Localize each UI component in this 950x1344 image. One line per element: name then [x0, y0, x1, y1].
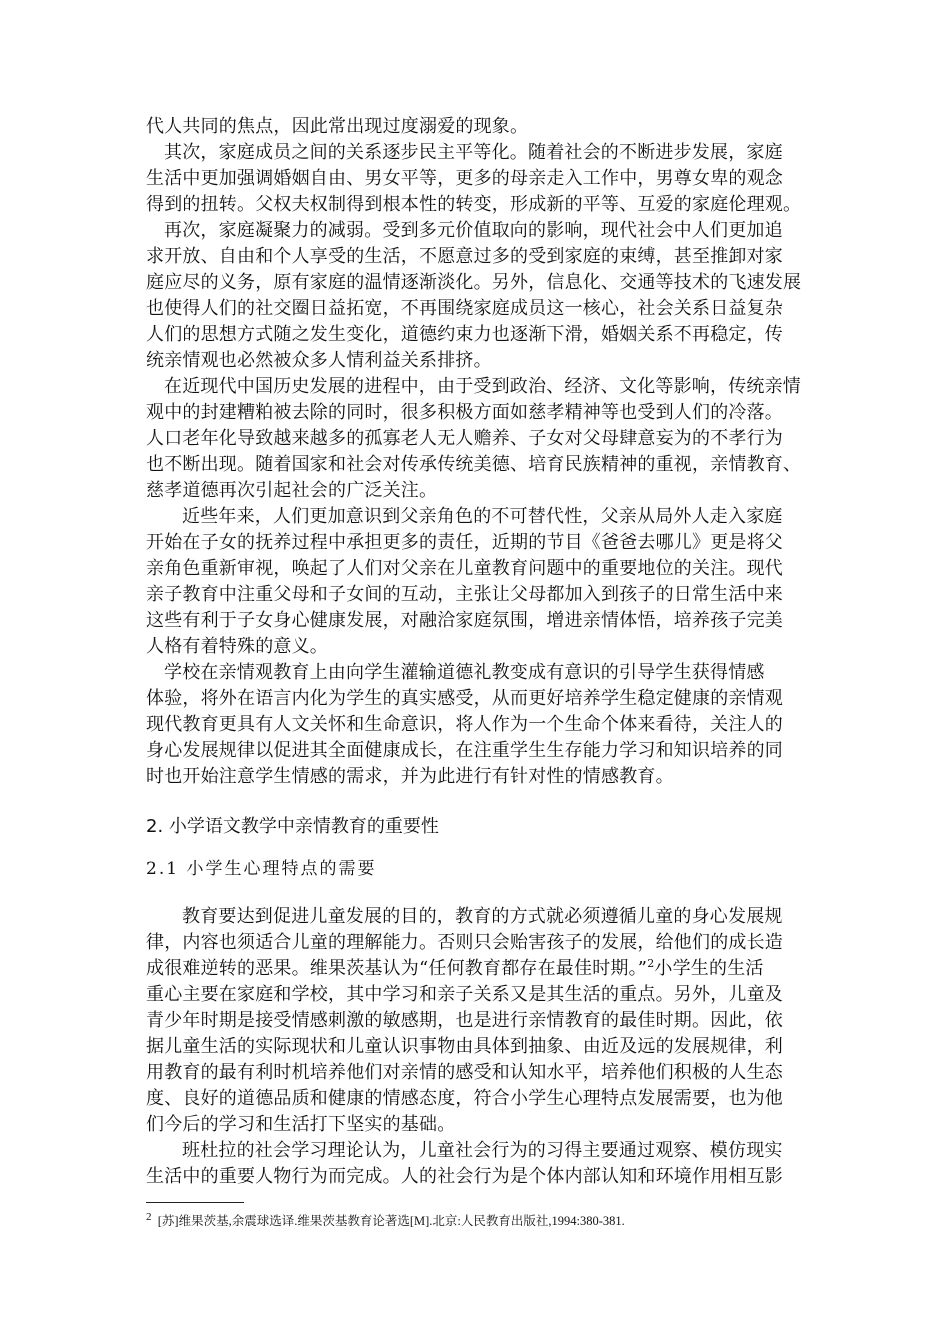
- line-text: 重心主要在家庭和学校，其中学习和亲子关系又是其生活的重点。另外，儿童及: [146, 984, 783, 1005]
- footnote-divider: [146, 1202, 244, 1203]
- line-text: 也不断出现。随着国家和社会对传承传统美德、培育民族精神的重视，亲情教育、: [146, 454, 802, 475]
- line-text: 身心发展规律以促进其全面健康成长，在注重学生生存能力学习和知识培养的同: [146, 740, 783, 761]
- line-text: 观中的封建糟粕被去除的同时，很多积极方面如慈孝精神等也受到人们的冷落。: [146, 402, 783, 423]
- text-line: [146, 634, 809, 660]
- text-line: [146, 1060, 809, 1086]
- line-text: 度、良好的道德品质和健康的情感态度，符合小学生心理特点发展需要，也为他: [146, 1088, 783, 1109]
- text-line: [146, 930, 809, 956]
- line-text: 开始在子女的抚养过程中承担更多的责任，近期的节目《爸爸去哪儿》更是将父: [146, 532, 783, 553]
- text-line: [146, 348, 809, 374]
- line-text: 生活中更加强调婚姻自由、男女平等，更多的母亲走入工作中，男尊女卑的观念: [146, 168, 783, 189]
- line-text: 慈孝道德再次引起社会的广泛关注。: [146, 480, 438, 501]
- text-line: [146, 582, 809, 608]
- line-text: 律，内容也须适合儿童的理解能力。否则只会贻害孩子的发展，给他们的成长造: [146, 932, 783, 953]
- line-text: 青少年时期是接受情感刺激的敏感期，也是进行亲情教育的最佳时期。因此，依: [146, 1010, 783, 1031]
- footnote-reference: 2: [647, 957, 655, 970]
- text-line: [146, 956, 809, 982]
- line-text: 这些有利于子女身心健康发展，对融洽家庭氛围，增进亲情体悟，培养孩子完美: [146, 610, 783, 631]
- line-text: 据儿童生活的实际现状和儿童认识事物由具体到抽象、由近及远的发展规律，利: [146, 1036, 783, 1057]
- line-text: 亲角色重新审视，唤起了人们对父亲在儿童教育问题中的重要地位的关注。现代: [146, 558, 783, 579]
- line-text: 体验，将外在语言内化为学生的真实感受，从而更好培养学生稳定健康的亲情观: [146, 688, 783, 709]
- footnote-marker: 2: [146, 1210, 152, 1223]
- line-text: 代人共同的焦点，因此常出现过度溺爱的现象。: [146, 116, 529, 137]
- line-text: 学校在亲情观教育上由向学生灌输道德礼教变成有意识的引导学生获得情感: [164, 662, 765, 683]
- line-text: 成很难逆转的恶果。维果茨基认为“任何教育都存在最佳时期。”: [146, 958, 648, 979]
- text-line: [146, 764, 809, 790]
- text-line: [146, 738, 809, 764]
- line-text: 亲子教育中注重父母和子女间的互动，主张让父母都加入到孩子的日常生活中来: [146, 584, 783, 605]
- line-text: 人口老年化导致越来越多的孤寡老人无人赡养、子女对父母肆意妄为的不孝行为: [146, 428, 783, 449]
- text-line: [146, 1138, 809, 1164]
- text-line: [146, 114, 809, 140]
- text-line: [146, 140, 809, 166]
- line-text-continued: 小学生的生活: [654, 958, 764, 979]
- line-text: 也使得人们的社交圈日益拓宽，不再围绕家庭成员这一核心，社会关系日益复杂: [146, 298, 783, 319]
- text-line: [146, 904, 809, 930]
- line-text: 在近现代中国历史发展的进程中，由于受到政治、经济、文化等影响，传统亲情: [164, 376, 801, 397]
- text-line: [146, 322, 809, 348]
- body-text-section-2: [146, 904, 809, 1190]
- text-line: [146, 982, 809, 1008]
- text-line: [146, 400, 809, 426]
- subsection-heading: 2.1 小学生心理特点的需要: [146, 859, 377, 879]
- text-line: [146, 192, 809, 218]
- text-line: [146, 712, 809, 738]
- text-line: [146, 504, 809, 530]
- line-text: 教育要达到促进儿童发展的目的，教育的方式就必须遵循儿童的身心发展规: [182, 906, 783, 927]
- text-line: [146, 374, 809, 400]
- line-text: 再次，家庭凝聚力的减弱。受到多元价值取向的影响，现代社会中人们更加追: [164, 220, 783, 241]
- text-line: [146, 1112, 809, 1138]
- text-line: [146, 660, 809, 686]
- text-line: [146, 478, 809, 504]
- text-line: [146, 686, 809, 712]
- text-line: [146, 1086, 809, 1112]
- line-text: 庭应尽的义务，原有家庭的温情逐渐淡化。另外，信息化、交通等技术的飞速发展: [146, 272, 802, 293]
- line-text: 得到的扭转。父权夫权制得到根本性的转变，形成新的平等、互爱的家庭伦理观。: [146, 194, 802, 215]
- text-line: [146, 296, 809, 322]
- line-text: 人格有着特殊的意义。: [146, 636, 328, 657]
- text-line: [146, 608, 809, 634]
- line-text: 生活中的重要人物行为而完成。人的社会行为是个体内部认知和环境作用相互影: [146, 1166, 783, 1187]
- text-line: [146, 270, 809, 296]
- line-text: 用教育的最有利时机培养他们对亲情的感受和认知水平，培养他们积极的人生态: [146, 1062, 783, 1083]
- line-text: 求开放、自由和个人享受的生活，不愿意过多的受到家庭的束缚，甚至推卸对家: [146, 246, 783, 267]
- body-text-section-1: [146, 114, 809, 790]
- line-text: 统亲情观也必然被众多人情利益关系排挤。: [146, 350, 492, 371]
- text-line: [146, 218, 809, 244]
- text-line: [146, 426, 809, 452]
- text-line: [146, 244, 809, 270]
- line-text: 时也开始注意学生情感的需求，并为此进行有针对性的情感教育。: [146, 766, 674, 787]
- text-line: [146, 1034, 809, 1060]
- text-line: [146, 1164, 809, 1190]
- line-text: 近些年来，人们更加意识到父亲角色的不可替代性，父亲从局外人走入家庭: [182, 506, 783, 527]
- text-line: [146, 556, 809, 582]
- section-heading: 2. 小学语文教学中亲情教育的重要性: [146, 816, 439, 837]
- text-line: [146, 452, 809, 478]
- line-text: 们今后的学习和生活打下坚实的基础。: [146, 1114, 456, 1135]
- footnote: [146, 1210, 625, 1229]
- line-text: 其次，家庭成员之间的关系逐步民主平等化。随着社会的不断进步发展，家庭: [164, 142, 783, 163]
- text-line: [146, 1008, 809, 1034]
- line-text: 现代教育更具有人文关怀和生命意识，将人作为一个生命个体来看待，关注人的: [146, 714, 783, 735]
- text-line: [146, 530, 809, 556]
- line-text: 人们的思想方式随之发生变化，道德约束力也逐渐下滑，婚姻关系不再稳定，传: [146, 324, 783, 345]
- footnote-text: [苏]维果茨基,余震球选译.维果茨基教育论著选[M].北京:人民教育出版社,1994:380-381.: [157, 1214, 625, 1228]
- line-text: 班杜拉的社会学习理论认为，儿童社会行为的习得主要通过观察、模仿现实: [182, 1140, 783, 1161]
- text-line: [146, 166, 809, 192]
